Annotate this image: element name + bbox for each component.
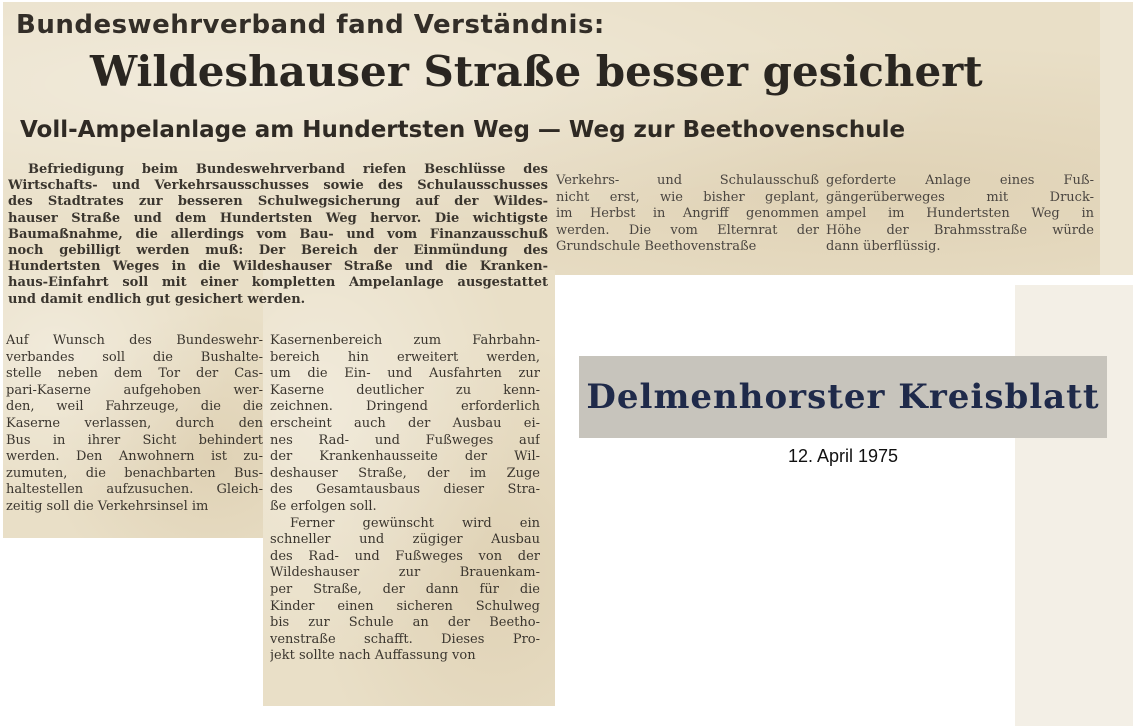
text-line: Grundschule Beethovenstraße bbox=[556, 239, 757, 255]
text-line: Höhe der Brahmsstraße würde bbox=[826, 222, 1094, 238]
text-line: Hundertsten Weges in die Wildeshauser Straße und die Kranken- bbox=[8, 259, 548, 275]
text-line: des Gesamtausbaus dieser Stra- bbox=[270, 482, 540, 498]
article-column-3 bbox=[556, 173, 819, 256]
text-line: im Herbst in Angriff genommen bbox=[556, 206, 819, 222]
text-line: Baumaßnahme, die allerdings vom Bau- und vom Finanzausschuß bbox=[8, 226, 548, 242]
article-kicker: Bundeswehrverband fand Verständnis: bbox=[16, 10, 605, 40]
text-line: noch gebilligt werden muß: Der Bereich der Einmündung des bbox=[8, 243, 548, 259]
text-line: Kinder einen sicheren Schulweg bbox=[270, 598, 540, 614]
text-line: der Krankenhausseite der Wil- bbox=[270, 449, 540, 465]
text-line: werden. Den Anwohnern ist zu- bbox=[6, 449, 263, 465]
text-line: pari-Kaserne aufgehoben wer- bbox=[6, 382, 263, 398]
text-line: haltestellen aufzusuchen. Gleich- bbox=[6, 482, 263, 498]
text-line: Verkehrs- und Schulausschuß bbox=[556, 173, 819, 188]
text-line: stelle neben dem Tor der Cas- bbox=[6, 366, 263, 382]
text-line: den, weil Fahrzeuge, die die bbox=[6, 399, 263, 415]
article-subheadline: Voll-Ampelanlage am Hundertsten Weg — Weg zur Beethovenschule bbox=[20, 117, 906, 143]
text-line: zeitig soll die Verkehrsinsel im bbox=[6, 498, 209, 514]
text-line: venstraße schafft. Dieses Pro- bbox=[270, 631, 540, 647]
article-column-4 bbox=[826, 173, 1094, 256]
article-column-1 bbox=[6, 333, 263, 516]
text-line: ße erfolgen soll. bbox=[270, 498, 377, 514]
text-line: Ferner gewünscht wird ein bbox=[290, 515, 540, 531]
text-line: jekt sollte nach Auffassung von bbox=[270, 648, 476, 664]
text-line: dann überflüssig. bbox=[826, 239, 941, 255]
text-line: deshauser Straße, der im Zuge bbox=[270, 465, 540, 481]
text-line: bereich hin erweitert werden, bbox=[270, 349, 540, 365]
background-right-strip bbox=[1015, 285, 1133, 726]
article-column-2 bbox=[270, 333, 540, 665]
newspaper-masthead bbox=[579, 356, 1107, 438]
text-line: um die Ein- und Ausfahrten zur bbox=[270, 366, 540, 382]
text-line: Wirtschafts- und Verkehrsausschusses sowie des Schulausschusses bbox=[8, 178, 548, 194]
text-line: Befriedigung beim Bundeswehrverband riefen Beschlüsse des bbox=[28, 162, 548, 177]
text-line: zeichnen. Dringend erforderlich bbox=[270, 399, 540, 415]
text-line: nicht erst, wie bisher geplant, bbox=[556, 189, 819, 205]
text-line: und damit endlich gut gesichert werden. bbox=[8, 291, 306, 307]
text-line: Bus in ihrer Sicht behindert bbox=[6, 432, 263, 448]
text-line: des Rad- und Fußweges von der bbox=[270, 548, 540, 564]
article-headline: Wildeshauser Straße besser gesichert bbox=[90, 47, 983, 96]
newspaper-name: Delmenhorster Kreisblatt bbox=[586, 377, 1100, 417]
publication-date: 12. April 1975 bbox=[787, 446, 899, 466]
text-line: gängerüberweges mit Druck- bbox=[826, 189, 1094, 205]
text-line: Kasernenbereich zum Fahrbahn- bbox=[270, 333, 540, 348]
text-line: Kaserne deutlicher zu kenn- bbox=[270, 382, 540, 398]
text-line: Kaserne verlassen, durch den bbox=[6, 415, 263, 431]
clipping-background-edge bbox=[1100, 2, 1133, 275]
text-line: Wildeshauser zur Brauenkam- bbox=[270, 565, 540, 581]
text-line: werden. Die vom Elternrat der bbox=[556, 222, 819, 238]
text-line: erscheint auch der Ausbau ei- bbox=[270, 415, 540, 431]
article-lead bbox=[8, 162, 548, 308]
text-line: Auf Wunsch des Bundeswehr- bbox=[6, 333, 263, 348]
text-line: nes Rad- und Fußweges auf bbox=[270, 432, 540, 448]
text-line: zumuten, die benachbarten Bus- bbox=[6, 465, 263, 481]
text-line: ampel im Hundertsten Weg in bbox=[826, 206, 1094, 222]
text-line: geforderte Anlage eines Fuß- bbox=[826, 173, 1094, 188]
text-line: des Stadtrates zur besseren Schulwegsicherung auf der Wildes- bbox=[8, 194, 548, 210]
text-line: bis zur Schule an der Beetho- bbox=[270, 615, 540, 631]
text-line: haus-Einfahrt soll mit einer kompletten Ampelanlage ausgestattet bbox=[8, 275, 548, 291]
text-line: schneller und zügiger Ausbau bbox=[270, 532, 540, 548]
text-line: per Straße, der dann für die bbox=[270, 581, 540, 597]
text-line: verbandes soll die Bushalte- bbox=[6, 349, 263, 365]
text-line: hauser Straße und dem Hundertsten Weg hervor. Die wichtigste bbox=[8, 210, 548, 226]
